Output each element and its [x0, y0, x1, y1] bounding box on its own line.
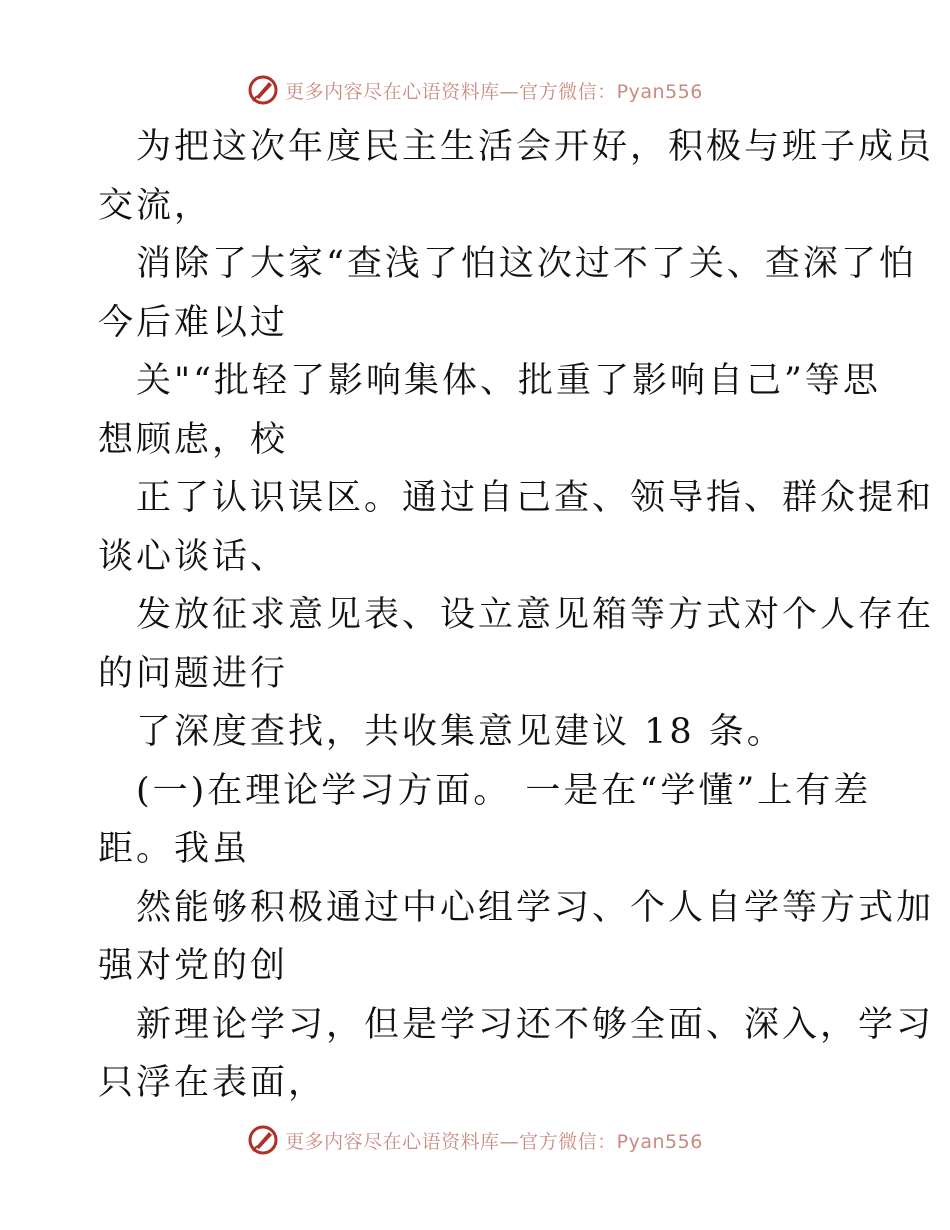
text-line: 只浮在表面，: [98, 1063, 327, 1103]
text-line: 消除了大家“查浅了怕这次过不了关、查深了怕: [136, 244, 917, 284]
text-line: 为把这次年度民主生活会开好，积极与班子成员: [136, 127, 935, 167]
quill-seal-icon: [247, 1124, 279, 1156]
header-banner: [0, 70, 950, 110]
document-body: [98, 118, 935, 1113]
text-line: 谈心谈话、: [98, 536, 289, 577]
text-line: 发放征求意见表、设立意见箱等方式对个人存在: [136, 595, 935, 635]
text-line: 强对党的创: [98, 946, 289, 986]
text-line: 的问题进行: [98, 653, 289, 694]
header-banner-text: 更多内容尽在心语资料库—官方微信：Pyan556: [285, 80, 703, 103]
text-line: 新理论学习，但是学习还不够全面、深入，学习: [136, 1004, 935, 1045]
footer-banner: [0, 1120, 950, 1160]
text-line: (一)在理论学习方面。 一是在“学懂”上有差: [136, 770, 872, 811]
text-line: 关"“批轻了影响集体、批重了影响自己”等思: [136, 361, 881, 401]
quill-seal-icon: [247, 74, 279, 106]
text-line: 距。我虽: [98, 829, 251, 869]
text-line: 然能够积极通过中心组学习、个人自学等方式加: [136, 887, 935, 928]
text-line: 交流，: [98, 185, 213, 226]
text-line: 想顾虑，校: [98, 419, 289, 460]
text-line: 正了认识误区。通过自己查、领导指、群众提和: [136, 478, 935, 518]
footer-banner-text: 更多内容尽在心语资料库—官方微信：Pyan556: [285, 1130, 703, 1153]
text-line: 今后难以过: [98, 302, 289, 343]
text-line: 了深度查找，共收集意见建议 18 条。: [136, 712, 785, 752]
